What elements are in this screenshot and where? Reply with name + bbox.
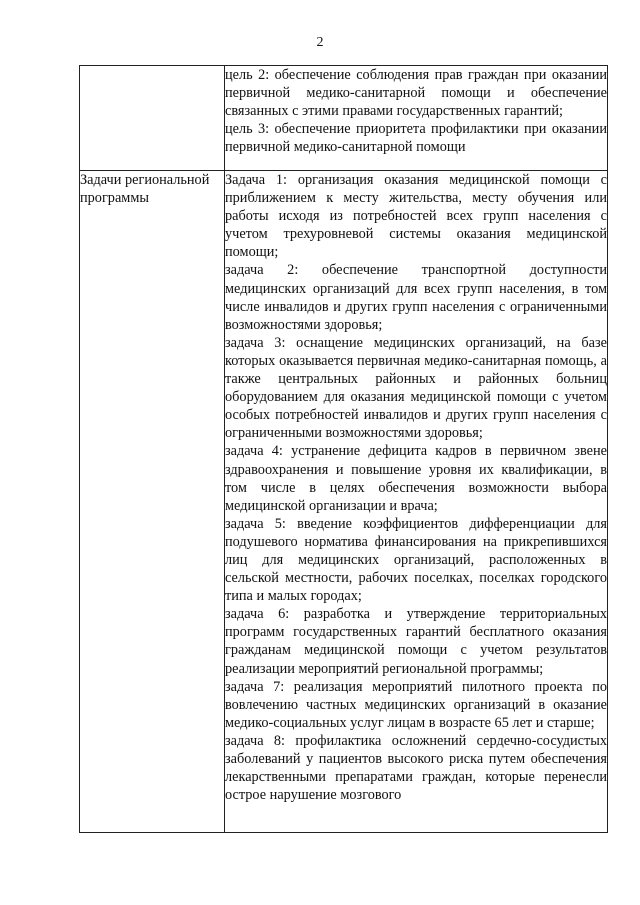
task-7-text: задача 7: реализация мероприятий пилотного проекта по вовлечению частных медицинских организаций в оказание медико-социальных услуг лицам в возрасте 65 лет и старше; (225, 678, 607, 731)
task-8-text: задача 8: профилактика осложнений сердечно-сосудистых заболеваний у пациентов высокого риска путем обеспечения лекарственными препаратами граждан, которые перенесли острое нарушение мозгового (225, 732, 607, 804)
row-label-cell (80, 171, 225, 833)
program-table (79, 65, 608, 833)
task-1-text: Задача 1: организация оказания медицинской помощи с приближением к месту жительства, месту обучения или работы исходя из потребностей всех групп населения с учетом трехуровневой системы оказания медицинской помощи; (225, 172, 607, 261)
task-4-text: задача 4: устранение дефицита кадров в первичном звене здравоохранения и повышение уровня их квалификации, в том числе в целях обеспечения возможности выбора медицинской организации и врача; (225, 443, 607, 514)
row-content-cell (225, 66, 608, 171)
table-row-goals (80, 66, 608, 171)
task-5-text: задача 5: введение коэффициентов дифференциации для подушевого норматива финансирования на прикрепившихся лиц для медицинских организаций, расположенных в сельской местности, рабочих поселках, поселках городского типа и малых городах; (225, 515, 607, 605)
task-3-text: задача 3: оснащение медицинских организаций, на базе которых оказывается первичная медико-санитарная помощь, а также центральных районных и районных больниц оборудованием для оказания медицинской помощи с учетом особых потребностей инвалидов и других групп населения с ограниченными возможностями здоровья; (225, 334, 607, 442)
tasks-text-block (225, 171, 607, 832)
row-label: Задачи региональной программы (80, 172, 210, 207)
task-2-text: задача 2: обеспечение транспортной доступности медицинских организаций для всех групп населения, в том числе инвалидов и других групп населения с ограниченными возможностями здоровья; (225, 262, 607, 333)
row-content-cell (225, 171, 608, 833)
goal-2-text: цель 2: обеспечение соблюдения прав граждан при оказании первичной медико-санитарной помощи и обеспечение связанных с этими правами государственных гарантий; (225, 67, 607, 120)
row-label-cell (80, 66, 225, 171)
goal-3-text: цель 3: обеспечение приоритета профилактики при оказании первичной медико-санитарной помощи (225, 121, 607, 156)
page-number: 2 (316, 35, 324, 50)
task-6-text: задача 6: разработка и утверждение территориальных программ государственных гарантий бесплатного оказания гражданам медицинской помощи с учетом результатов реализации мероприятий региональной программы; (225, 606, 607, 677)
table-row-tasks (80, 171, 608, 833)
